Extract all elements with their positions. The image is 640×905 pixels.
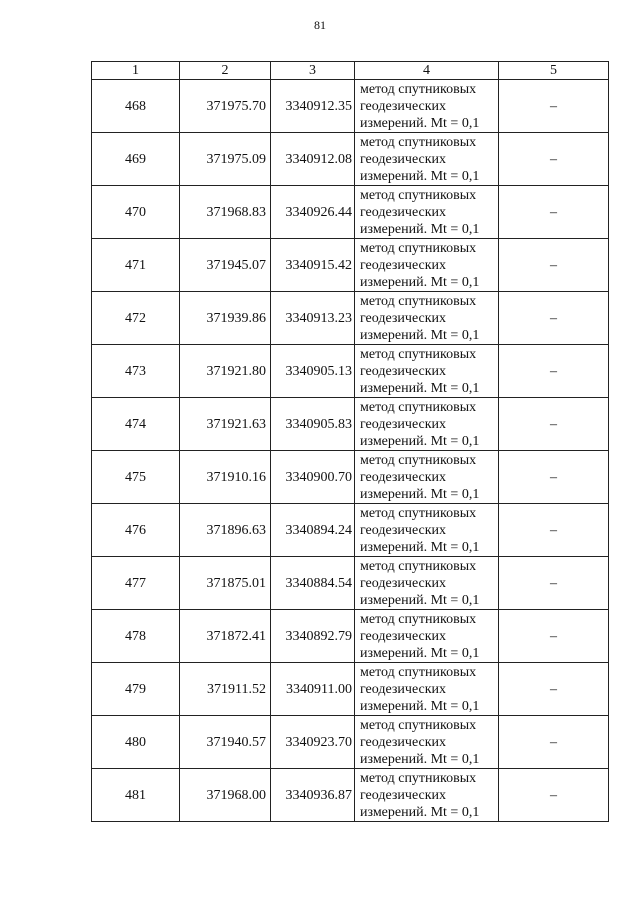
- y-coordinate-cell: 3340894.24: [271, 504, 355, 557]
- x-coordinate-cell: 371940.57: [180, 716, 271, 769]
- method-line: геодезических: [360, 522, 447, 538]
- method-line: геодезических: [360, 151, 447, 167]
- column-header-4: 4: [355, 62, 499, 80]
- method-cell: [355, 345, 499, 398]
- method-line: метод спутниковых: [360, 346, 477, 362]
- method-line: метод спутниковых: [360, 717, 477, 733]
- x-coordinate-cell: 371911.52: [180, 663, 271, 716]
- note-cell: –: [499, 610, 609, 663]
- x-coordinate-cell: 371975.70: [180, 80, 271, 133]
- note-cell: –: [499, 133, 609, 186]
- note-cell: –: [499, 80, 609, 133]
- method-cell: [355, 80, 499, 133]
- method-line: геодезических: [360, 681, 447, 697]
- point-number-cell: 471: [92, 239, 180, 292]
- method-line: измерений. Mt = 0,1: [360, 327, 480, 343]
- note-cell: –: [499, 451, 609, 504]
- method-cell: [355, 398, 499, 451]
- column-header-1: 1: [92, 62, 180, 80]
- x-coordinate-cell: 371875.01: [180, 557, 271, 610]
- method-cell: [355, 451, 499, 504]
- method-line: измерений. Mt = 0,1: [360, 645, 480, 661]
- y-coordinate-cell: 3340911.00: [271, 663, 355, 716]
- point-number-cell: 468: [92, 80, 180, 133]
- method-line: геодезических: [360, 469, 447, 485]
- y-coordinate-cell: 3340926.44: [271, 186, 355, 239]
- x-coordinate-cell: 371975.09: [180, 133, 271, 186]
- coordinates-table: [91, 61, 609, 822]
- method-line: измерений. Mt = 0,1: [360, 539, 480, 555]
- point-number-cell: 478: [92, 610, 180, 663]
- note-cell: –: [499, 239, 609, 292]
- method-line: измерений. Mt = 0,1: [360, 221, 480, 237]
- method-line: метод спутниковых: [360, 187, 477, 203]
- table-row: [92, 186, 609, 239]
- point-number-cell: 479: [92, 663, 180, 716]
- note-cell: –: [499, 398, 609, 451]
- method-line: геодезических: [360, 628, 447, 644]
- x-coordinate-cell: 371921.80: [180, 345, 271, 398]
- method-line: измерений. Mt = 0,1: [360, 380, 480, 396]
- x-coordinate-cell: 371968.00: [180, 769, 271, 822]
- point-number-cell: 475: [92, 451, 180, 504]
- method-line: геодезических: [360, 257, 447, 273]
- method-line: геодезических: [360, 310, 447, 326]
- point-number-cell: 480: [92, 716, 180, 769]
- note-cell: –: [499, 557, 609, 610]
- table-row: [92, 133, 609, 186]
- method-line: измерений. Mt = 0,1: [360, 274, 480, 290]
- x-coordinate-cell: 371939.86: [180, 292, 271, 345]
- method-line: метод спутниковых: [360, 240, 477, 256]
- method-cell: [355, 610, 499, 663]
- page-number: 81: [314, 18, 326, 32]
- point-number-cell: 469: [92, 133, 180, 186]
- y-coordinate-cell: 3340884.54: [271, 557, 355, 610]
- y-coordinate-cell: 3340905.13: [271, 345, 355, 398]
- method-line: метод спутниковых: [360, 293, 477, 309]
- point-number-cell: 470: [92, 186, 180, 239]
- note-cell: –: [499, 504, 609, 557]
- table-row: [92, 769, 609, 822]
- method-cell: [355, 557, 499, 610]
- note-cell: –: [499, 769, 609, 822]
- method-line: метод спутниковых: [360, 611, 477, 627]
- point-number-cell: 473: [92, 345, 180, 398]
- y-coordinate-cell: 3340923.70: [271, 716, 355, 769]
- point-number-cell: 476: [92, 504, 180, 557]
- x-coordinate-cell: 371921.63: [180, 398, 271, 451]
- table-row: [92, 292, 609, 345]
- note-cell: –: [499, 345, 609, 398]
- table-row: [92, 557, 609, 610]
- method-cell: [355, 292, 499, 345]
- method-line: геодезических: [360, 363, 447, 379]
- y-coordinate-cell: 3340900.70: [271, 451, 355, 504]
- table-row: [92, 451, 609, 504]
- method-line: метод спутниковых: [360, 664, 477, 680]
- method-line: геодезических: [360, 734, 447, 750]
- note-cell: –: [499, 292, 609, 345]
- method-line: геодезических: [360, 787, 447, 803]
- method-line: измерений. Mt = 0,1: [360, 592, 480, 608]
- note-cell: –: [499, 186, 609, 239]
- method-line: измерений. Mt = 0,1: [360, 115, 480, 131]
- method-line: измерений. Mt = 0,1: [360, 486, 480, 502]
- method-line: метод спутниковых: [360, 452, 477, 468]
- method-cell: [355, 663, 499, 716]
- table-row: [92, 345, 609, 398]
- method-cell: [355, 186, 499, 239]
- point-number-cell: 472: [92, 292, 180, 345]
- x-coordinate-cell: 371910.16: [180, 451, 271, 504]
- table-row: [92, 80, 609, 133]
- point-number-cell: 477: [92, 557, 180, 610]
- y-coordinate-cell: 3340913.23: [271, 292, 355, 345]
- method-cell: [355, 504, 499, 557]
- point-number-cell: 474: [92, 398, 180, 451]
- method-line: метод спутниковых: [360, 134, 477, 150]
- table-row: [92, 239, 609, 292]
- method-line: метод спутниковых: [360, 770, 477, 786]
- table-row: [92, 504, 609, 557]
- column-header-3: 3: [271, 62, 355, 80]
- x-coordinate-cell: 371968.83: [180, 186, 271, 239]
- column-header-2: 2: [180, 62, 271, 80]
- column-header-5: 5: [499, 62, 609, 80]
- y-coordinate-cell: 3340892.79: [271, 610, 355, 663]
- method-line: геодезических: [360, 204, 447, 220]
- note-cell: –: [499, 716, 609, 769]
- table-row: [92, 663, 609, 716]
- table-row: [92, 398, 609, 451]
- y-coordinate-cell: 3340912.35: [271, 80, 355, 133]
- method-cell: [355, 716, 499, 769]
- table-header-row: [92, 62, 609, 80]
- method-line: измерений. Mt = 0,1: [360, 433, 480, 449]
- y-coordinate-cell: 3340905.83: [271, 398, 355, 451]
- method-line: измерений. Mt = 0,1: [360, 751, 480, 767]
- method-line: геодезических: [360, 416, 447, 432]
- y-coordinate-cell: 3340912.08: [271, 133, 355, 186]
- table-body: [92, 80, 609, 822]
- table-row: [92, 716, 609, 769]
- method-cell: [355, 133, 499, 186]
- method-line: метод спутниковых: [360, 81, 477, 97]
- note-cell: –: [499, 663, 609, 716]
- method-cell: [355, 769, 499, 822]
- x-coordinate-cell: 371872.41: [180, 610, 271, 663]
- x-coordinate-cell: 371945.07: [180, 239, 271, 292]
- y-coordinate-cell: 3340936.87: [271, 769, 355, 822]
- method-line: измерений. Mt = 0,1: [360, 168, 480, 184]
- x-coordinate-cell: 371896.63: [180, 504, 271, 557]
- method-line: измерений. Mt = 0,1: [360, 804, 480, 820]
- method-line: геодезических: [360, 575, 447, 591]
- method-line: метод спутниковых: [360, 505, 477, 521]
- method-line: геодезических: [360, 98, 447, 114]
- method-line: измерений. Mt = 0,1: [360, 698, 480, 714]
- method-line: метод спутниковых: [360, 399, 477, 415]
- point-number-cell: 481: [92, 769, 180, 822]
- method-line: метод спутниковых: [360, 558, 477, 574]
- table-row: [92, 610, 609, 663]
- y-coordinate-cell: 3340915.42: [271, 239, 355, 292]
- method-cell: [355, 239, 499, 292]
